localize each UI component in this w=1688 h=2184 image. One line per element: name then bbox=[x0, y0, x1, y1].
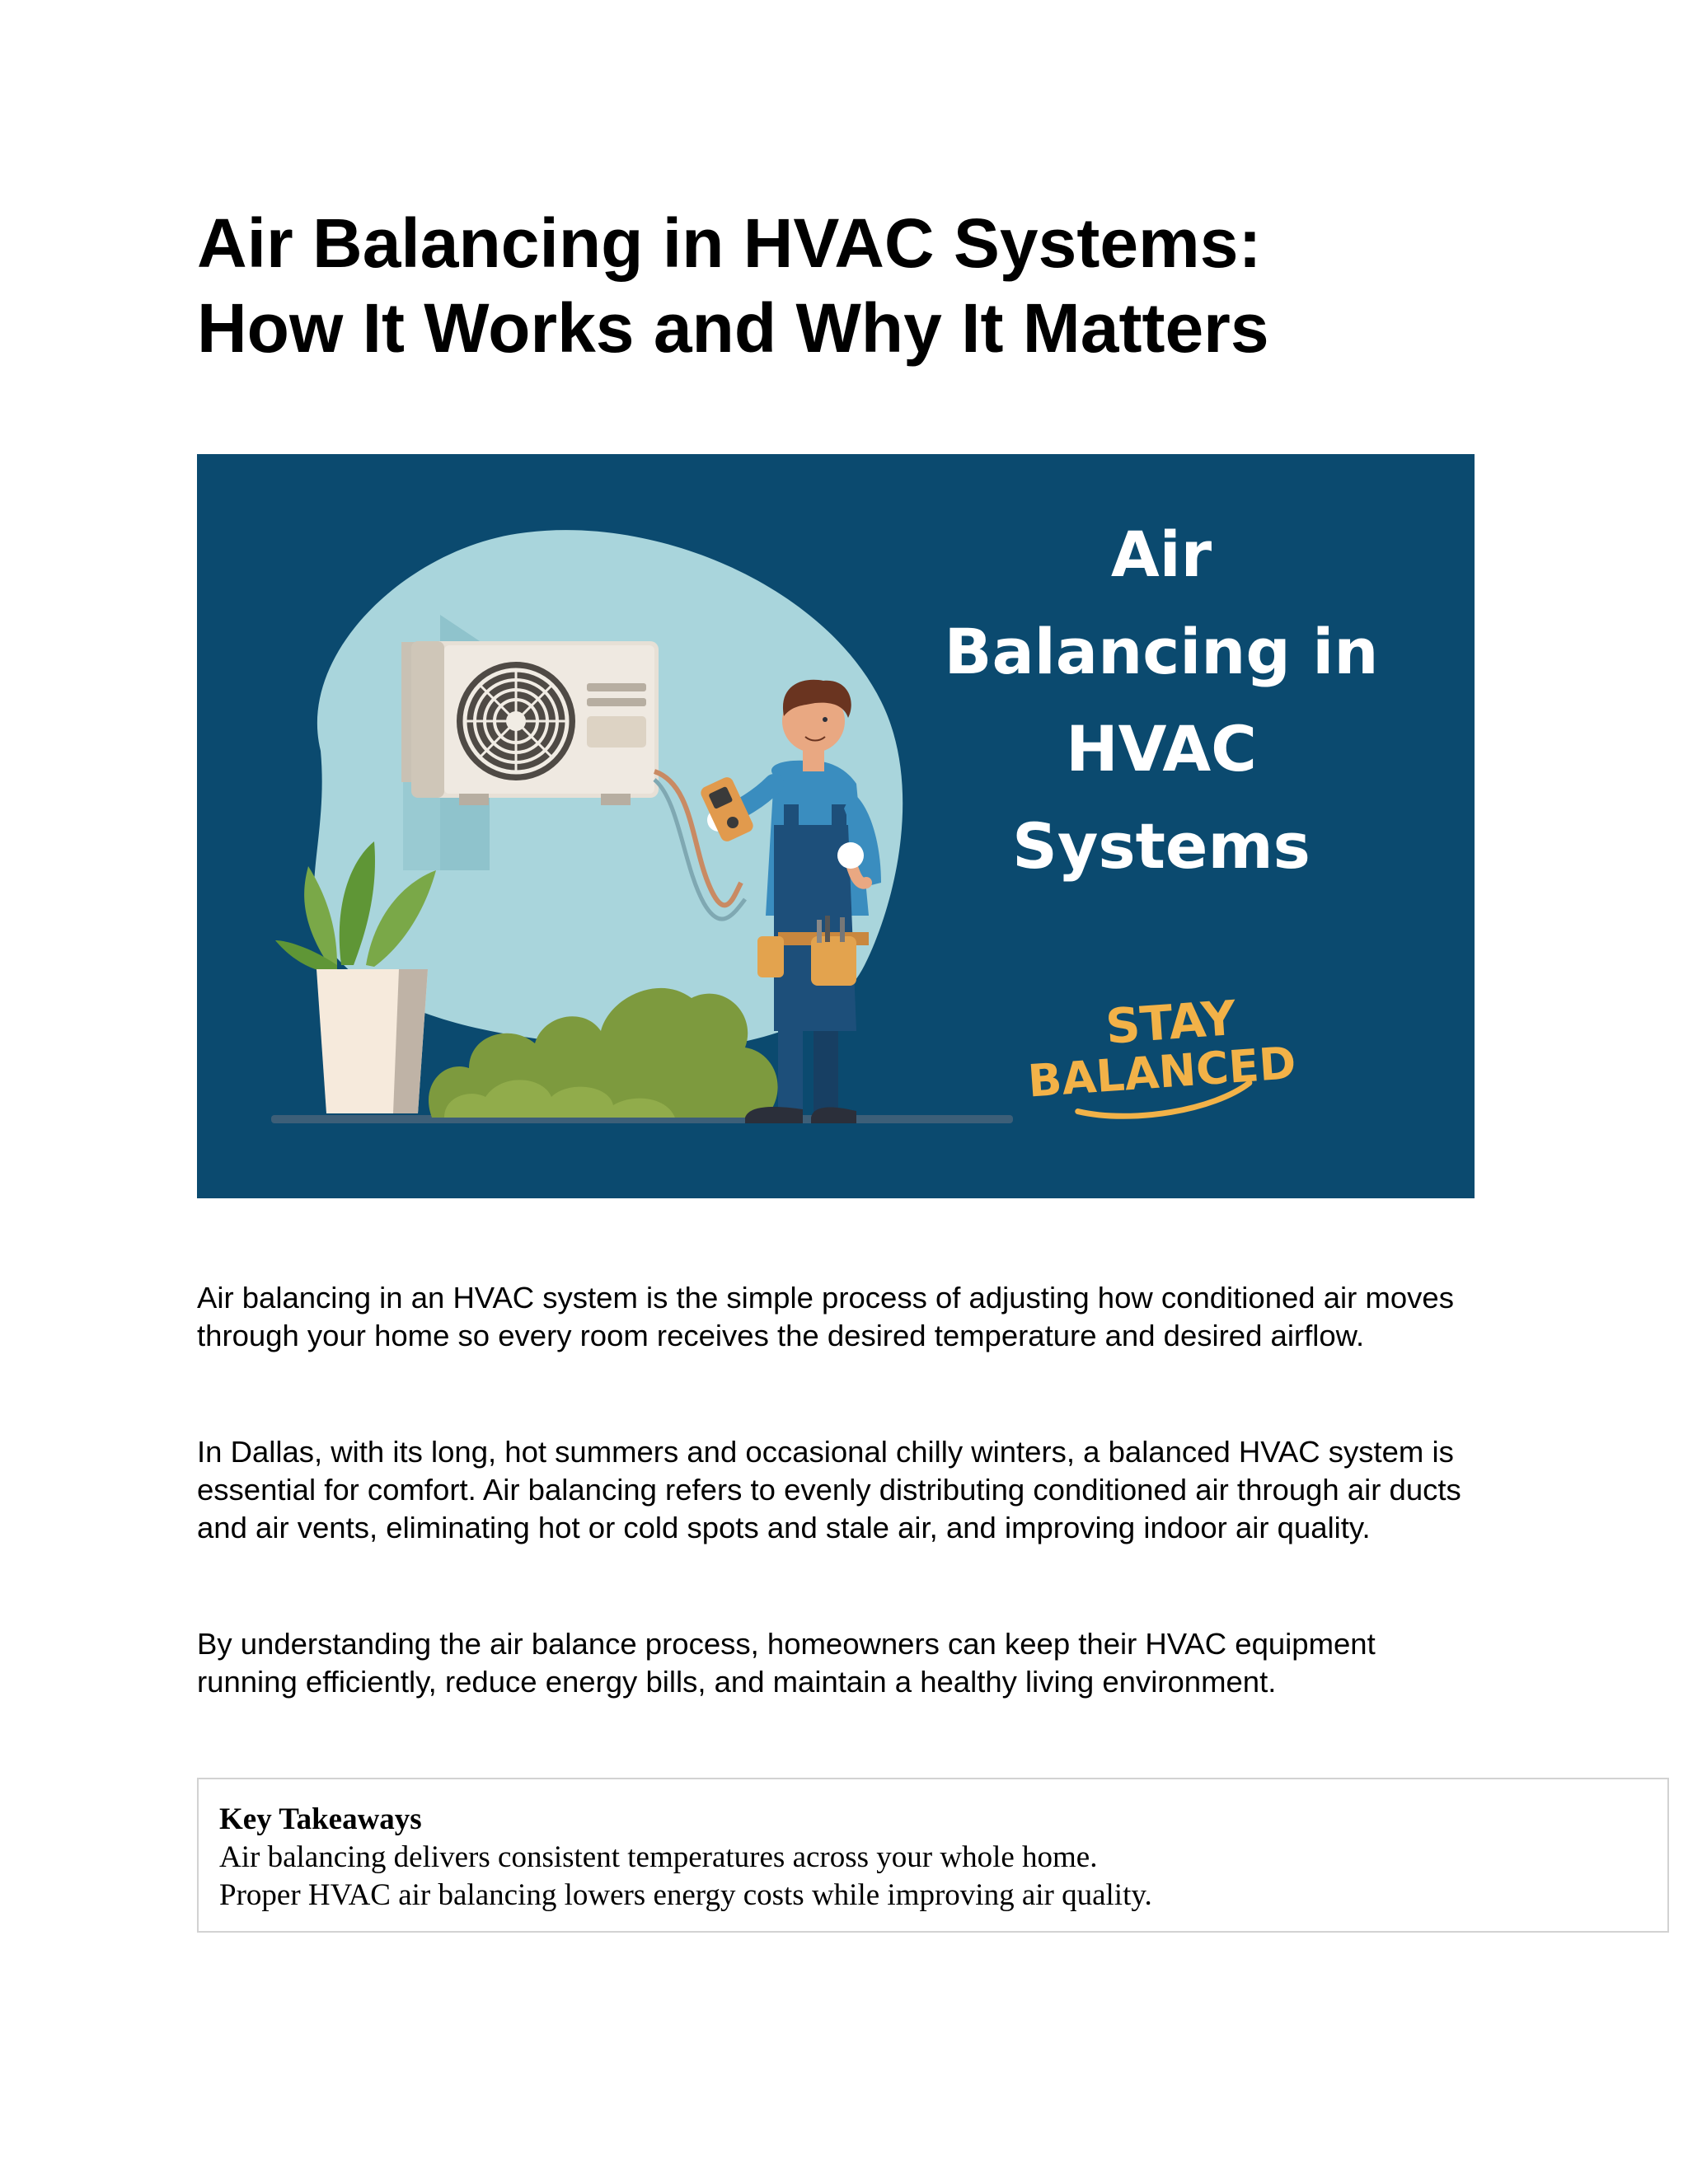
badge-line-2: BALANCED bbox=[1026, 1037, 1298, 1108]
page-title bbox=[197, 201, 1516, 371]
hero-image bbox=[197, 454, 1475, 1198]
hero-heading-line-3: HVAC bbox=[1066, 712, 1257, 785]
key-takeaways-box bbox=[197, 1778, 1669, 1933]
key-takeaway-item: Air balancing delivers consistent temperatures across your whole home. bbox=[219, 1840, 1098, 1874]
paragraph-dallas: In Dallas, with its long, hot summers and occasional chilly winters, a balanced HVAC system is essential for comfort. Air balancing refers to evenly distributing conditioned air through air ducts and air vents, eliminating hot or cold spots and stale air, and improving indoor air quality. bbox=[197, 1435, 1461, 1544]
badge-line-1: STAY bbox=[1104, 989, 1238, 1055]
paragraph-intro: Air balancing in an HVAC system is the simple process of adjusting how conditioned air moves through your home so every room receives the desired temperature and desired airflow. bbox=[197, 1281, 1454, 1352]
title-line-2: How It Works and Why It Matters bbox=[197, 289, 1269, 367]
paragraph-benefits: By understanding the air balance process, homeowners can keep their HVAC equipment running efficiently, reduce energy bills, and maintain a healthy living environment. bbox=[197, 1627, 1376, 1699]
title-line-1: Air Balancing in HVAC Systems: bbox=[197, 204, 1262, 282]
hero-heading-line-1: Air bbox=[1110, 518, 1212, 591]
key-takeaways-title: Key Takeaways bbox=[219, 1802, 422, 1836]
key-takeaway-item: Proper HVAC air balancing lowers energy costs while improving air quality. bbox=[219, 1878, 1152, 1912]
hero-heading-line-4: Systems bbox=[1012, 809, 1311, 883]
hero-heading-line-2: Balancing in bbox=[944, 615, 1379, 688]
